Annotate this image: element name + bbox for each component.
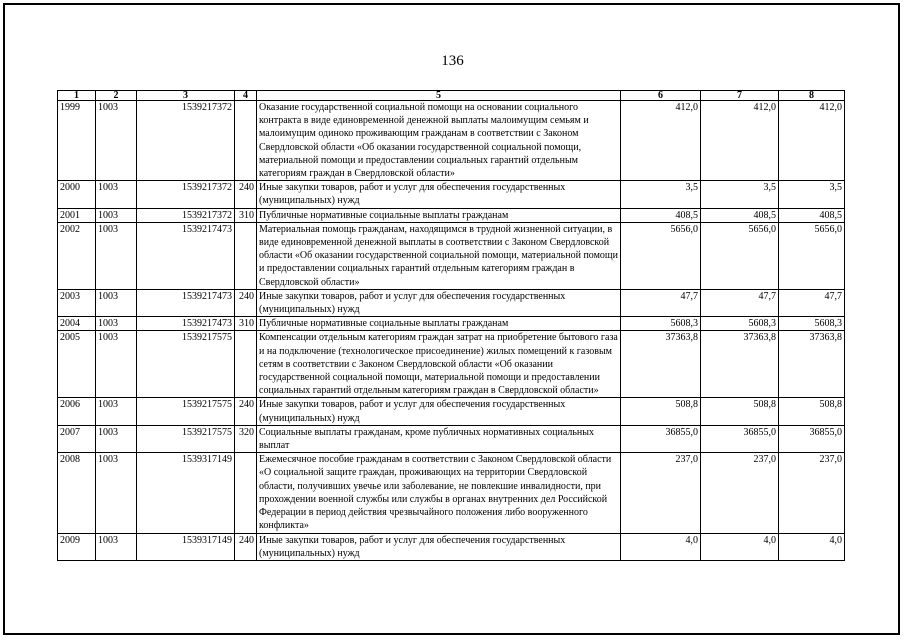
amount-col8: 5608,3 xyxy=(779,317,845,331)
table-header-row xyxy=(58,91,845,101)
row-number: 2005 xyxy=(58,331,96,398)
table-row xyxy=(58,331,845,398)
amount-col7: 408,5 xyxy=(701,208,779,222)
amount-col7: 5656,0 xyxy=(701,222,779,289)
expense-type-code: 240 xyxy=(235,289,257,316)
section-code: 1003 xyxy=(96,533,137,560)
column-header: 8 xyxy=(779,91,845,101)
row-number: 2003 xyxy=(58,289,96,316)
target-article-code: 1539217372 xyxy=(137,181,235,208)
description: Иные закупки товаров, работ и услуг для обеспечения государственных (муниципальных) нужд xyxy=(257,181,621,208)
amount-col7: 36855,0 xyxy=(701,425,779,452)
table-row xyxy=(58,453,845,533)
amount-col8: 3,5 xyxy=(779,181,845,208)
amount-col7: 412,0 xyxy=(701,101,779,181)
row-number: 2007 xyxy=(58,425,96,452)
target-article-code: 1539217473 xyxy=(137,317,235,331)
row-number: 2001 xyxy=(58,208,96,222)
description: Социальные выплаты гражданам, кроме публичных нормативных социальных выплат xyxy=(257,425,621,452)
description: Оказание государственной социальной помощи на основании социального контракта в виде единовременной денежной выплаты малоимущим семьям и малоимущим одиноко проживающим гражданам в соответствии с Законом Свердловской области «Об оказании государственной социальной помощи, материальной помощи и предоставлении социальных гарантий отдельным категориям граждан в Свердловской области» xyxy=(257,101,621,181)
section-code: 1003 xyxy=(96,101,137,181)
amount-col8: 412,0 xyxy=(779,101,845,181)
row-number: 2004 xyxy=(58,317,96,331)
target-article-code: 1539317149 xyxy=(137,453,235,533)
amount-col6: 47,7 xyxy=(621,289,701,316)
row-number: 2000 xyxy=(58,181,96,208)
target-article-code: 1539217575 xyxy=(137,425,235,452)
description: Публичные нормативные социальные выплаты гражданам xyxy=(257,317,621,331)
target-article-code: 1539217575 xyxy=(137,398,235,425)
amount-col8: 36855,0 xyxy=(779,425,845,452)
amount-col8: 508,8 xyxy=(779,398,845,425)
amount-col7: 3,5 xyxy=(701,181,779,208)
column-header: 2 xyxy=(96,91,137,101)
amount-col8: 237,0 xyxy=(779,453,845,533)
target-article-code: 1539217473 xyxy=(137,289,235,316)
amount-col6: 508,8 xyxy=(621,398,701,425)
amount-col8: 5656,0 xyxy=(779,222,845,289)
section-code: 1003 xyxy=(96,208,137,222)
amount-col8: 37363,8 xyxy=(779,331,845,398)
table-row xyxy=(58,533,845,560)
expense-type-code: 240 xyxy=(235,181,257,208)
table-row xyxy=(58,425,845,452)
amount-col6: 5656,0 xyxy=(621,222,701,289)
amount-col7: 237,0 xyxy=(701,453,779,533)
section-code: 1003 xyxy=(96,331,137,398)
expense-type-code xyxy=(235,101,257,181)
expense-type-code xyxy=(235,331,257,398)
amount-col6: 408,5 xyxy=(621,208,701,222)
amount-col8: 408,5 xyxy=(779,208,845,222)
amount-col6: 412,0 xyxy=(621,101,701,181)
description: Иные закупки товаров, работ и услуг для обеспечения государственных (муниципальных) нужд xyxy=(257,533,621,560)
amount-col7: 4,0 xyxy=(701,533,779,560)
table-row xyxy=(58,101,845,181)
section-code: 1003 xyxy=(96,181,137,208)
expense-type-code: 240 xyxy=(235,398,257,425)
expense-type-code: 310 xyxy=(235,317,257,331)
amount-col6: 237,0 xyxy=(621,453,701,533)
column-header: 4 xyxy=(235,91,257,101)
amount-col7: 47,7 xyxy=(701,289,779,316)
amount-col6: 3,5 xyxy=(621,181,701,208)
expense-type-code xyxy=(235,453,257,533)
column-header: 3 xyxy=(137,91,235,101)
row-number: 2006 xyxy=(58,398,96,425)
table-row xyxy=(58,181,845,208)
section-code: 1003 xyxy=(96,222,137,289)
target-article-code: 1539317149 xyxy=(137,533,235,560)
section-code: 1003 xyxy=(96,453,137,533)
description: Материальная помощь гражданам, находящимся в трудной жизненной ситуации, в виде единовременной денежной выплаты в соответствии с Законом Свердловской области «Об оказании государственной социальной помощи, материальной помощи и предоставлении социальных гарантий отдельным категориям граждан в Свердловской области» xyxy=(257,222,621,289)
amount-col6: 37363,8 xyxy=(621,331,701,398)
target-article-code: 1539217372 xyxy=(137,101,235,181)
budget-table xyxy=(57,90,845,561)
target-article-code: 1539217473 xyxy=(137,222,235,289)
target-article-code: 1539217372 xyxy=(137,208,235,222)
section-code: 1003 xyxy=(96,398,137,425)
column-header: 6 xyxy=(621,91,701,101)
table-row xyxy=(58,317,845,331)
table-row xyxy=(58,398,845,425)
description: Иные закупки товаров, работ и услуг для обеспечения государственных (муниципальных) нужд xyxy=(257,289,621,316)
expense-type-code xyxy=(235,222,257,289)
target-article-code: 1539217575 xyxy=(137,331,235,398)
column-header: 7 xyxy=(701,91,779,101)
page-number: 136 xyxy=(441,53,464,69)
row-number: 2002 xyxy=(58,222,96,289)
amount-col6: 36855,0 xyxy=(621,425,701,452)
table-row xyxy=(58,208,845,222)
amount-col8: 47,7 xyxy=(779,289,845,316)
amount-col7: 508,8 xyxy=(701,398,779,425)
amount-col6: 4,0 xyxy=(621,533,701,560)
section-code: 1003 xyxy=(96,425,137,452)
expense-type-code: 240 xyxy=(235,533,257,560)
section-code: 1003 xyxy=(96,289,137,316)
table-row xyxy=(58,289,845,316)
amount-col6: 5608,3 xyxy=(621,317,701,331)
amount-col7: 37363,8 xyxy=(701,331,779,398)
expense-type-code: 320 xyxy=(235,425,257,452)
expense-type-code: 310 xyxy=(235,208,257,222)
amount-col8: 4,0 xyxy=(779,533,845,560)
description: Публичные нормативные социальные выплаты гражданам xyxy=(257,208,621,222)
row-number: 1999 xyxy=(58,101,96,181)
column-header: 5 xyxy=(257,91,621,101)
amount-col7: 5608,3 xyxy=(701,317,779,331)
table-row xyxy=(58,222,845,289)
column-header: 1 xyxy=(58,91,96,101)
description: Компенсации отдельным категориям граждан затрат на приобретение бытового газа и на подключение (технологическое присоединение) жилых помещений к газовым сетям в соответствии с Законом Свердловской области «Об оказании государственной социальной помощи, материальной помощи и предоставлении социальных гарантий отдельным категориям граждан в Свердловской области» xyxy=(257,331,621,398)
description: Иные закупки товаров, работ и услуг для обеспечения государственных (муниципальных) нужд xyxy=(257,398,621,425)
row-number: 2008 xyxy=(58,453,96,533)
section-code: 1003 xyxy=(96,317,137,331)
description: Ежемесячное пособие гражданам в соответствии с Законом Свердловской области «О социальной защите граждан, проживающих на территории Свердловской области, получивших увечье или заболевание, не повлекшие инвалидности, при прохождении военной службы или службы в органах внутренних дел Российской Федерации в период действия чрезвычайного положения либо вооруженного конфликта» xyxy=(257,453,621,533)
row-number: 2009 xyxy=(58,533,96,560)
